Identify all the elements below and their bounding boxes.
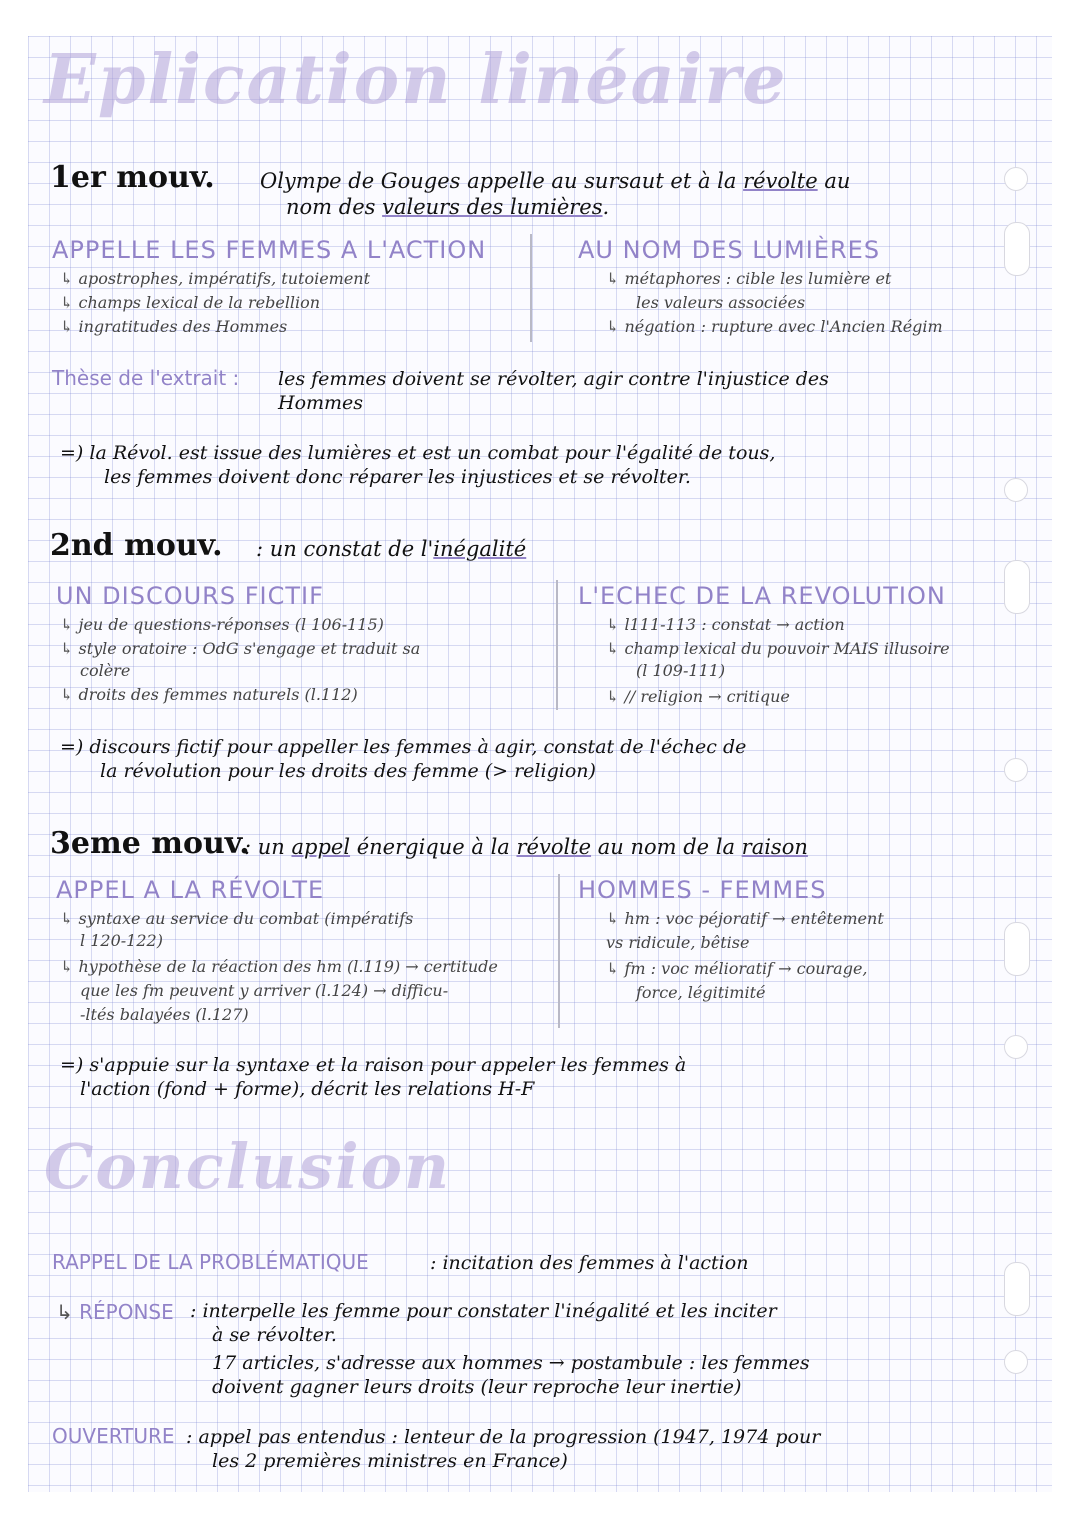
binder-slot	[1004, 922, 1030, 976]
list-item: les valeurs associées	[636, 293, 806, 312]
movement-3-conclusion-line2: l'action (fond + forme), décrit les relations H-F	[80, 1078, 535, 1100]
list-item: que les fm peuvent y arriver (l.124) → difficu-	[80, 981, 449, 1000]
binder-slot	[1004, 560, 1030, 614]
movement-2-conclusion-line2: la révolution pour les droits des femme (> religion)	[100, 760, 596, 782]
list-item: -ltés balayées (l.127)	[80, 1005, 249, 1024]
list-item: ↳ hm : voc péjoratif → entêtement	[606, 908, 884, 930]
these-text-line2: Hommes	[278, 392, 364, 414]
list-item: ↳ droits des femmes naturels (l.112)	[60, 684, 358, 706]
list-item: vs ridicule, bêtise	[606, 933, 750, 952]
list-item: ↳ l111-113 : constat → action	[606, 614, 845, 636]
binder-hole	[1004, 758, 1028, 782]
rappel-text: : incitation des femmes à l'action	[430, 1252, 749, 1274]
movement-3-label: 3eme mouv.	[50, 826, 250, 861]
reponse-text: : interpelle les femme pour constater l'inégalité et les inciter	[190, 1300, 777, 1322]
movement-1-label: 1er mouv.	[50, 160, 215, 195]
list-item: l 120-122)	[80, 931, 163, 950]
page-title: Eplication linéaire	[44, 40, 788, 120]
list-item: ↳ ingratitudes des Hommes	[60, 316, 287, 338]
movement-1-conclusion: =) la Révol. est issue des lumières et est un combat pour l'égalité de tous,	[60, 442, 776, 464]
list-item: ↳ syntaxe au service du combat (impératifs	[60, 908, 413, 930]
list-item: ↳ apostrophes, impératifs, tutoiement	[60, 268, 370, 290]
movement-2-label: 2nd mouv.	[50, 528, 223, 563]
conclusion-title: Conclusion	[44, 1130, 452, 1203]
ouverture-text-line2: les 2 premières ministres en France)	[212, 1450, 568, 1472]
rappel-label: RAPPEL DE LA PROBLÉMATIQUE	[52, 1250, 369, 1274]
reponse-text-line3: 17 articles, s'adresse aux hommes → postambule : les femmes	[212, 1352, 810, 1374]
list-item: ↳ négation : rupture avec l'Ancien Régim	[606, 316, 943, 338]
movement-3-right-heading: HOMMES - FEMMES	[578, 876, 827, 904]
binder-hole	[1004, 478, 1028, 502]
movement-1-description-line2: nom des valeurs des lumières.	[286, 195, 610, 219]
list-item: colère	[80, 661, 131, 680]
these-label: Thèse de l'extrait :	[52, 366, 240, 390]
binder-slot	[1004, 222, 1030, 276]
movement-3-conclusion: =) s'appuie sur la syntaxe et la raison pour appeler les femmes à	[60, 1054, 687, 1076]
movement-1-conclusion-line2: les femmes doivent donc réparer les injustices et se révolter.	[104, 466, 691, 488]
movement-3-description: : un appel énergique à la révolte au nom de la raison	[244, 835, 808, 859]
movement-2-description: : un constat de l'inégalité	[256, 537, 527, 561]
list-item: (l 109-111)	[636, 661, 726, 680]
list-item: force, légitimité	[636, 983, 766, 1002]
movement-3-left-heading: APPEL A LA RÉVOLTE	[56, 876, 325, 904]
these-text: les femmes doivent se révolter, agir contre l'injustice des	[278, 368, 829, 390]
movement-2-conclusion: =) discours fictif pour appeller les femmes à agir, constat de l'échec de	[60, 736, 747, 758]
column-divider	[530, 234, 532, 342]
list-item: ↳ champ lexical du pouvoir MAIS illusoire	[606, 638, 950, 660]
reponse-text-line2: à se révolter.	[212, 1324, 337, 1346]
binder-slot	[1004, 1262, 1030, 1316]
movement-1-description: Olympe de Gouges appelle au sursaut et à la révolte au	[260, 169, 851, 193]
list-item: ↳ style oratoire : OdG s'engage et traduit sa	[60, 638, 420, 660]
reponse-label: ↳ RÉPONSE	[56, 1300, 174, 1324]
movement-1-right-heading: AU NOM DES LUMIÈRES	[578, 236, 881, 264]
list-item: ↳ fm : voc mélioratif → courage,	[606, 958, 868, 980]
binder-hole	[1004, 1035, 1028, 1059]
ouverture-label: OUVERTURE	[52, 1424, 175, 1448]
binder-hole	[1004, 1350, 1028, 1374]
list-item: ↳ métaphores : cible les lumière et	[606, 268, 891, 290]
list-item: ↳ champs lexical de la rebellion	[60, 292, 320, 314]
movement-2-left-heading: UN DISCOURS FICTIF	[56, 582, 324, 610]
ouverture-text: : appel pas entendus : lenteur de la progression (1947, 1974 pour	[186, 1426, 821, 1448]
movement-1-left-heading: APPELLE LES FEMMES A L'ACTION	[52, 236, 487, 264]
list-item: ↳ hypothèse de la réaction des hm (l.119) → certitude	[60, 956, 498, 978]
column-divider	[558, 874, 560, 1028]
binder-hole	[1004, 167, 1028, 191]
list-item: ↳ jeu de questions-réponses (l 106-115)	[60, 614, 384, 636]
reponse-text-line4: doivent gagner leurs droits (leur reproche leur inertie)	[212, 1376, 742, 1398]
column-divider	[556, 580, 558, 710]
movement-2-right-heading: L'ECHEC DE LA REVOLUTION	[578, 582, 946, 610]
list-item: ↳ // religion → critique	[606, 686, 790, 708]
